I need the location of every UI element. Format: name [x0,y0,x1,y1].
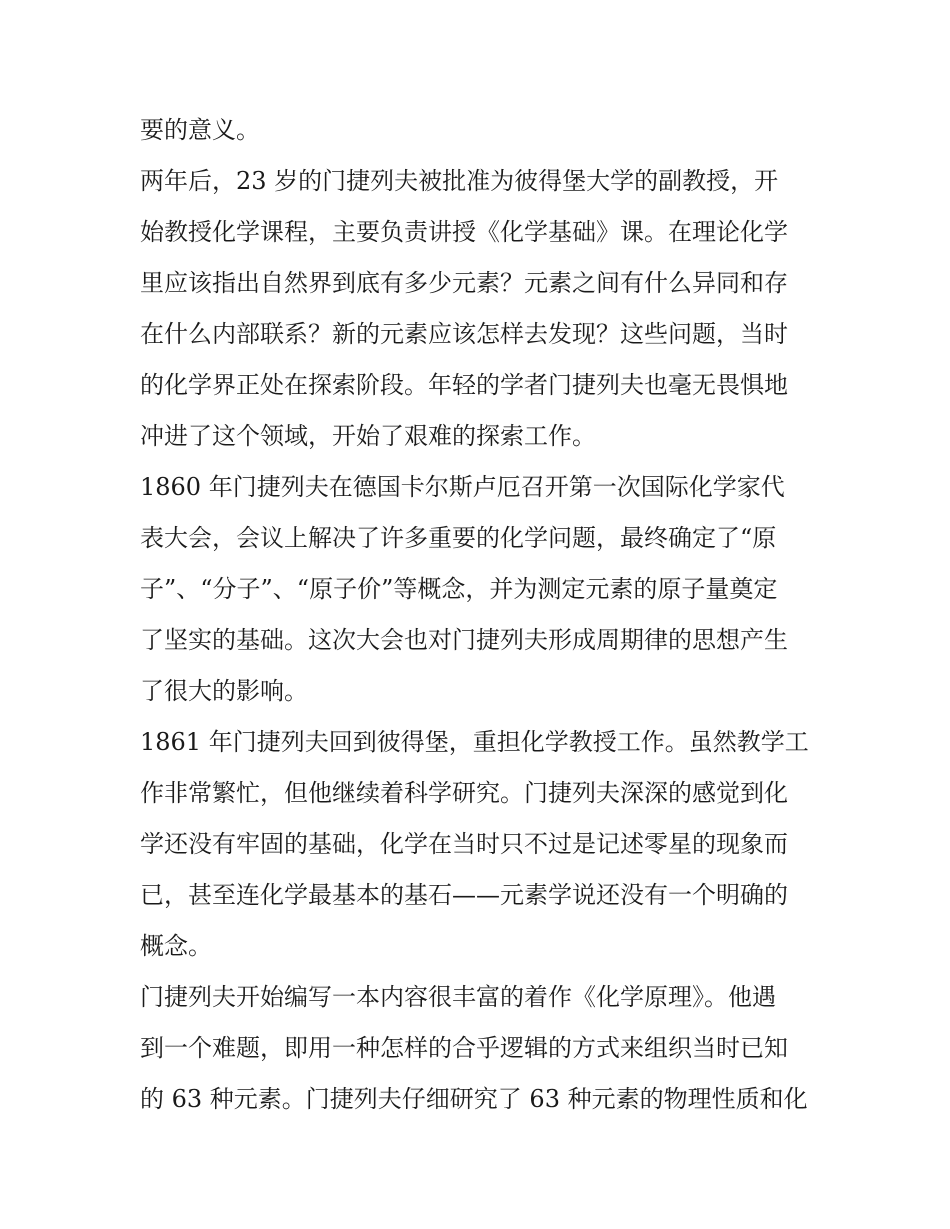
text-line: 的 63 种元素。门捷列夫仔细研究了 63 种元素的物理性质和化 [140,1085,808,1113]
text-line: 始教授化学课程，主要负责讲授《化学基础》课。在理论化学 [140,218,788,246]
text-line: 里应该指出自然界到底有多少元素？元素之间有什么异同和存 [140,269,788,297]
text-line: 的化学界正处在探索阶段。年轻的学者门捷列夫也毫无畏惧地 [140,371,788,399]
text-line: 了很大的影响。 [140,677,308,705]
text-line: 1861 年门捷列夫回到彼得堡，重担化学教授工作。虽然教学工 [140,728,809,756]
text-line: 学还没有牢固的基础，化学在当时只不过是记述零星的现象而 [140,830,788,858]
text-line: 表大会，会议上解决了许多重要的化学问题，最终确定了“原 [140,524,777,552]
text-line: 已，甚至连化学最基本的基石——元素学说还没有一个明确的 [140,881,788,909]
text-line: 作非常繁忙，但他继续着科学研究。门捷列夫深深的感觉到化 [140,779,788,807]
text-line: 在什么内部联系？新的元素应该怎样去发现？这些问题，当时 [140,320,788,348]
text-line: 了坚实的基础。这次大会也对门捷列夫形成周期律的思想产生 [140,626,788,654]
text-line: 1860 年门捷列夫在德国卡尔斯卢厄召开第一次国际化学家代 [140,473,785,501]
text-line: 到一个难题，即用一种怎样的合乎逻辑的方式来组织当时已知 [140,1034,788,1062]
body-text [140,105,820,1125]
text-line: 冲进了这个领域，开始了艰难的探索工作。 [140,422,596,450]
text-line: 门捷列夫开始编写一本内容很丰富的着作《化学原理》。他遇 [140,983,776,1011]
text-line: 概念。 [140,932,212,960]
text-line: 要的意义。 [140,116,260,144]
text-line: 子”、“分子”、“原子价”等概念，并为测定元素的原子量奠定 [140,575,778,603]
text-line: 两年后，23 岁的门捷列夫被批准为彼得堡大学的副教授，开 [140,167,779,195]
